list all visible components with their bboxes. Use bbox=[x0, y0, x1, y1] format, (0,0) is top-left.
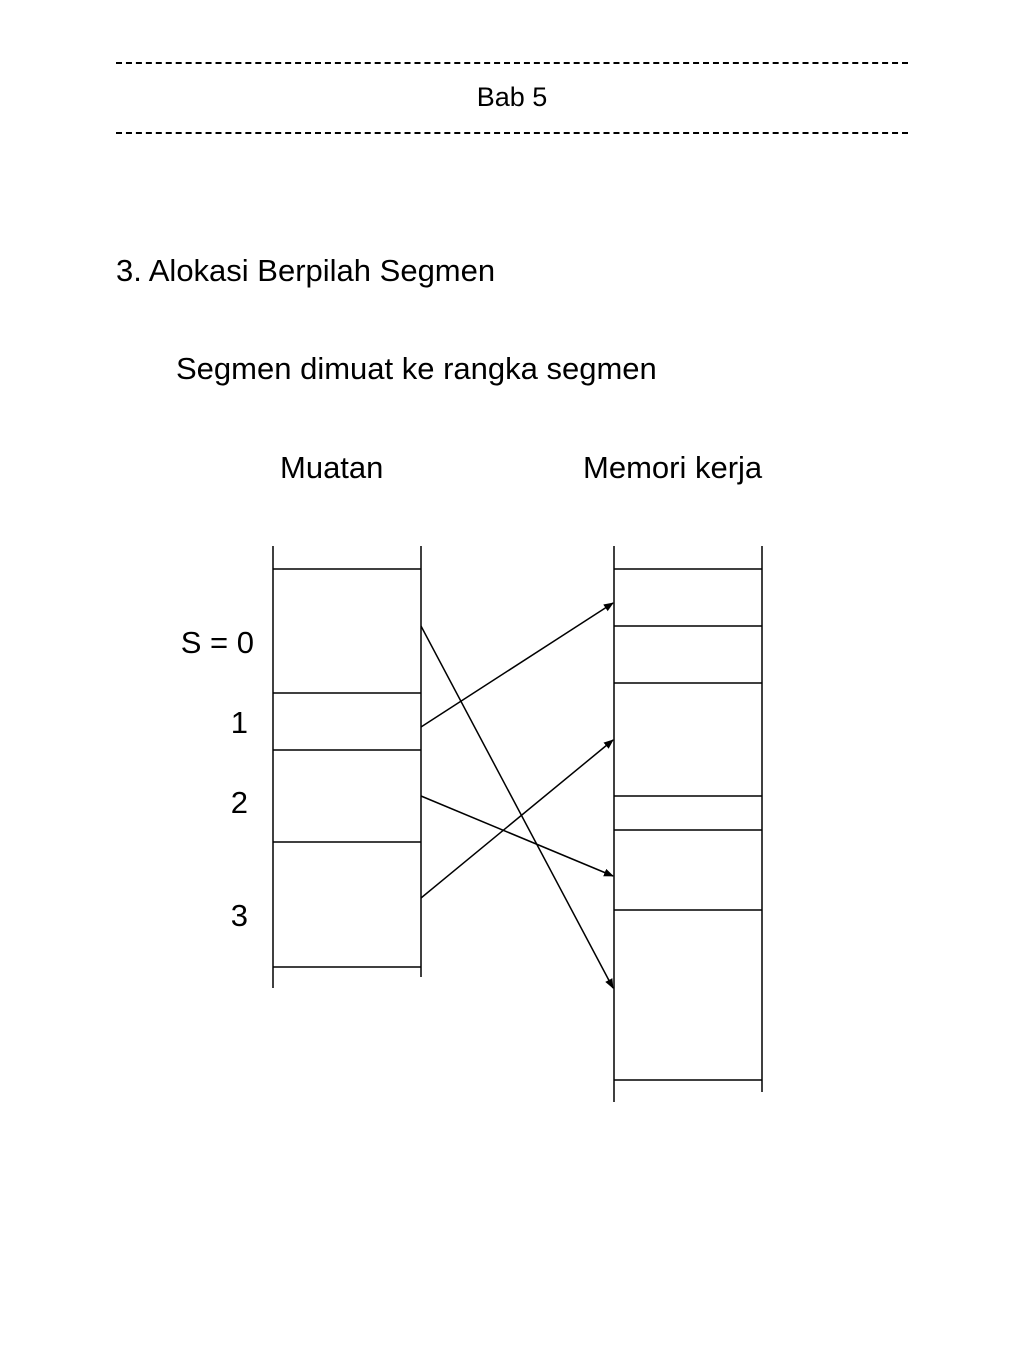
section-subheading: Segmen dimuat ke rangka segmen bbox=[176, 351, 657, 386]
working-memory-column bbox=[614, 546, 762, 1102]
load-module-column bbox=[273, 546, 421, 988]
section-heading: 3. Alokasi Berpilah Segmen bbox=[116, 253, 496, 288]
left-column-label: Muatan bbox=[280, 450, 384, 485]
arrow-segment-1-to-frame bbox=[421, 603, 613, 727]
chapter-title: Bab 5 bbox=[476, 82, 548, 112]
arrow-segment-0-to-frame bbox=[421, 626, 613, 988]
right-column-label: Memori kerja bbox=[583, 450, 763, 485]
segment-label-2: 2 bbox=[230, 785, 248, 820]
segment-label-1: 1 bbox=[230, 705, 248, 740]
segment-label-0: S = 0 bbox=[180, 625, 254, 660]
arrow-segment-3-to-frame bbox=[421, 740, 613, 898]
segment-label-3: 3 bbox=[230, 898, 248, 933]
